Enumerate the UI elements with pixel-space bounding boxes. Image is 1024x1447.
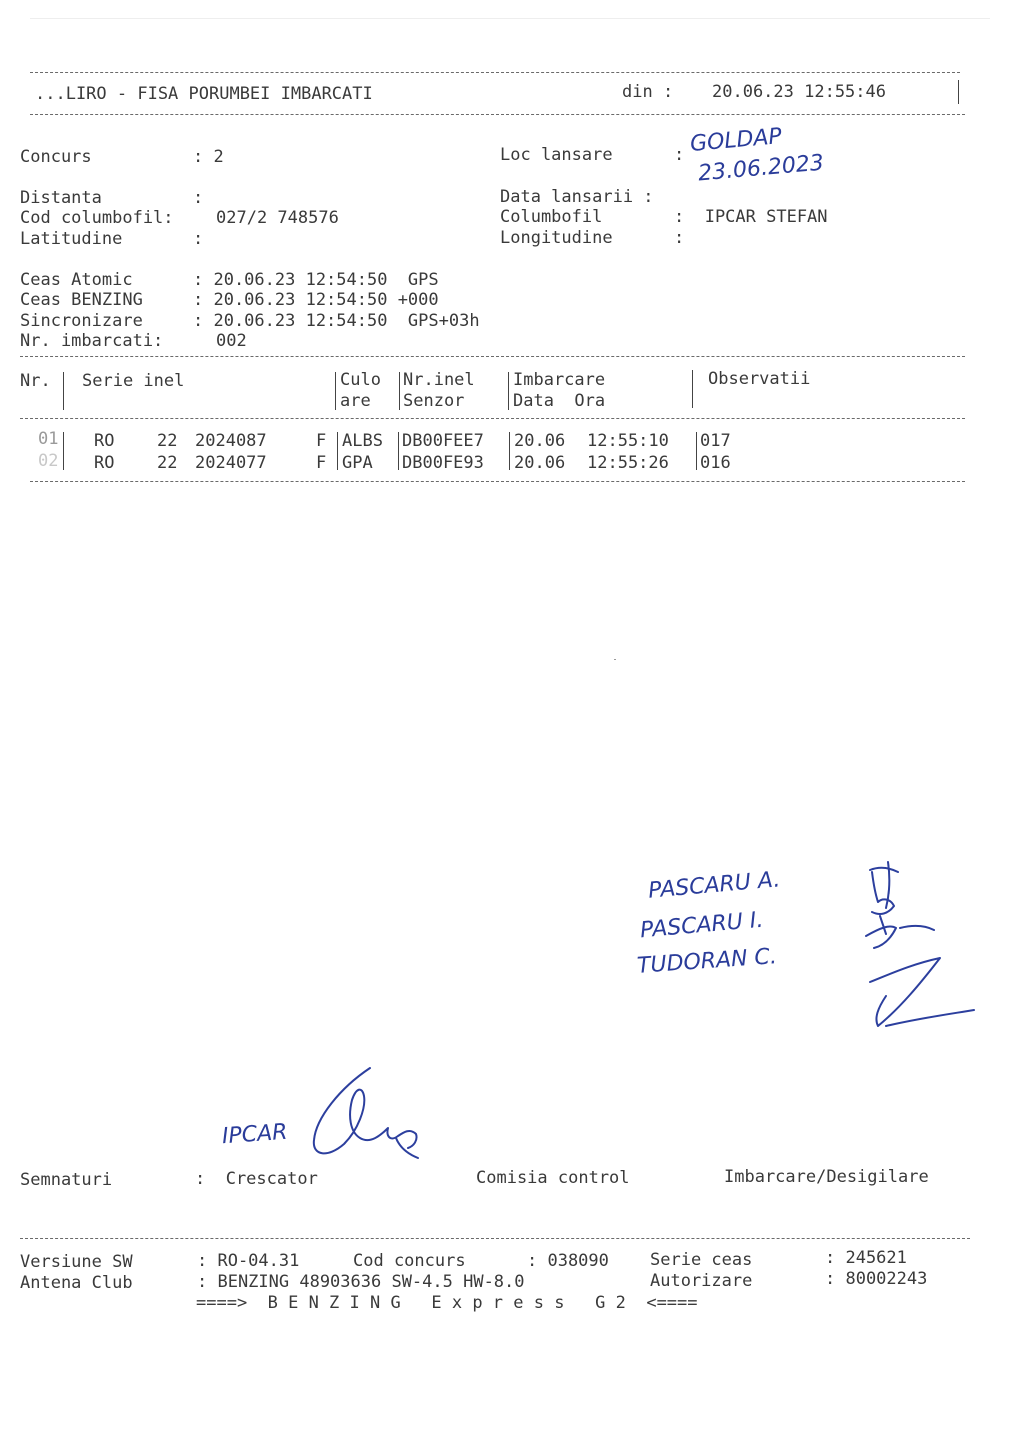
columbofil-label: Columbofil (500, 207, 603, 227)
th-nr: Nr. (20, 371, 51, 391)
semnaturi-label: Semnaturi (20, 1170, 113, 1190)
cell-data: 20.06 (514, 431, 566, 451)
cell-tara: RO (94, 431, 115, 451)
commission-name: PASCARU A. (647, 867, 782, 904)
row-divider (63, 432, 64, 470)
nr-imbarcati-label: Nr. imbarcati: (20, 331, 164, 351)
breeder-signature (300, 1058, 430, 1168)
cod-concurs-label: Cod concurs (353, 1251, 466, 1271)
latitudine-value: : (193, 229, 204, 249)
cell-nr: 02 (38, 451, 59, 471)
longitudine-label: Longitudine (500, 228, 613, 248)
cell-data: 20.06 (514, 453, 566, 473)
col-divider (335, 372, 336, 410)
breeder-handwritten-name: IPCAR (221, 1119, 289, 1150)
handwritten-loc-lansare: GOLDAP (689, 124, 783, 157)
th-imbarcare: Imbarcare (513, 370, 606, 390)
cell-senzor: DB00FEE7 (402, 431, 484, 451)
nr-imbarcati-value: 002 (216, 331, 247, 351)
cell-culoare: GPA (342, 453, 373, 473)
col-divider (63, 372, 64, 410)
header-bar (958, 80, 959, 104)
col-divider (508, 372, 509, 410)
th-data-ora: Data Ora (513, 391, 606, 411)
row-divider (337, 432, 338, 470)
autorizare-value: : 80002243 (825, 1269, 928, 1289)
concurs-value: : 2 (193, 147, 224, 167)
antena-club-label: Antena Club (20, 1273, 133, 1293)
serie-ceas-value: : 245621 (825, 1248, 907, 1268)
sincronizare-label: Sincronizare (20, 311, 143, 331)
cell-ora: 12:55:10 (587, 431, 669, 451)
imbarcare-desigilare-label: Imbarcare/Desigilare (724, 1167, 929, 1187)
serie-ceas-label: Serie ceas (650, 1250, 753, 1270)
ceas-benzing-value: : 20.06.23 12:54:50 +000 (193, 290, 439, 310)
longitudine-value: : (674, 228, 685, 248)
ceas-atomic-label: Ceas Atomic (20, 270, 133, 290)
cod-concurs-value: : 038090 (527, 1251, 609, 1271)
cell-nr: 01 (38, 429, 59, 449)
cell-tara: RO (94, 453, 115, 473)
cell-an: 22 (157, 431, 178, 451)
col-divider (399, 372, 400, 410)
versiune-sw-label: Versiune SW (20, 1252, 133, 1272)
header-bottom-rule (30, 114, 965, 115)
cell-obs: 017 (700, 431, 731, 451)
antena-club-value: : BENZING 48903636 SW-4.5 HW-8.0 (197, 1272, 525, 1292)
cell-serie: 2024077 (195, 453, 267, 473)
data-lansarii-label: Data lansarii : (500, 187, 654, 207)
row-divider (398, 432, 399, 470)
cell-obs: 016 (700, 453, 731, 473)
latitudine-label: Latitudine (20, 229, 123, 249)
th-culoare: Culo (340, 370, 381, 390)
benzing-banner: ====> B E N Z I N G E x p r e s s G 2 <==== (196, 1293, 698, 1313)
table-top-rule (20, 356, 965, 357)
row-divider (509, 432, 510, 470)
versiune-sw-value: : RO-04.31 (197, 1251, 300, 1271)
th-serie-inel: Serie inel (82, 371, 185, 391)
cell-an: 22 (157, 453, 178, 473)
columbofil-value: : IPCAR STEFAN (674, 207, 828, 227)
cell-culoare: ALBS (342, 431, 383, 451)
print-date-label: din : (622, 82, 674, 102)
cod-columbofil-label: Cod columbofil: (20, 208, 174, 228)
cell-sex: F (316, 431, 327, 451)
commission-name: PASCARU I. (639, 907, 765, 944)
sincronizare-value: : 20.06.23 12:54:50 GPS+03h (193, 311, 480, 331)
distanta-value: : (193, 188, 204, 208)
th-senzor: Senzor (403, 391, 465, 411)
comisia-control-label: Comisia control (476, 1168, 630, 1188)
ceas-atomic-value: : 20.06.23 12:54:50 GPS (193, 270, 439, 290)
footer-rule (20, 1238, 970, 1239)
row-divider (696, 432, 697, 470)
cell-sex: F (316, 453, 327, 473)
th-nr-inel: Nr.inel (403, 370, 475, 390)
distanta-label: Distanta (20, 188, 102, 208)
scan-speck (614, 659, 616, 660)
th-culoare-2: are (340, 391, 371, 411)
scan-edge (30, 18, 990, 19)
cell-senzor: DB00FE93 (402, 453, 484, 473)
crescator-label: : Crescator (195, 1169, 318, 1189)
col-divider (692, 370, 693, 408)
cod-columbofil-value: 027/2 748576 (216, 208, 339, 228)
table-header-rule (20, 418, 965, 419)
header-top-rule (30, 72, 960, 73)
commission-name: TUDORAN C. (636, 944, 778, 979)
table-bottom-rule (30, 481, 965, 482)
loc-lansare-colon: : (674, 145, 685, 165)
loc-lansare-label: Loc lansare (500, 145, 613, 165)
handwritten-data-lansarii: 23.06.2023 (697, 150, 825, 187)
autorizare-label: Autorizare (650, 1271, 753, 1291)
th-observatii: Observatii (708, 369, 811, 389)
cell-serie: 2024087 (195, 431, 267, 451)
ceas-benzing-label: Ceas BENZING (20, 290, 143, 310)
print-date-value: 20.06.23 12:55:46 (712, 82, 886, 102)
commission-signature (860, 858, 970, 1048)
page-title: ...LIRO - FISA PORUMBEI IMBARCATI (35, 84, 373, 104)
concurs-label: Concurs (20, 147, 92, 167)
cell-ora: 12:55:26 (587, 453, 669, 473)
